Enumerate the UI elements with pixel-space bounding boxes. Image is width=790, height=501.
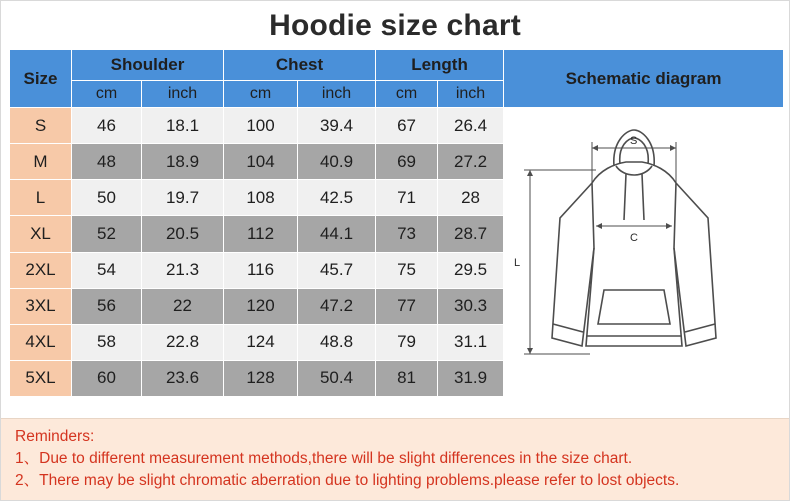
size-chart-container bbox=[9, 49, 781, 397]
cell-size: XL bbox=[10, 216, 72, 252]
reminders-section bbox=[1, 418, 789, 500]
cell-chest-cm: 120 bbox=[224, 288, 298, 324]
reminder-line-1: 1、Due to different measurement methods,there will be slight differences in the size chart. bbox=[15, 450, 633, 467]
schematic-diagram-inner bbox=[504, 108, 783, 396]
cell-shoulder-cm: 56 bbox=[72, 288, 142, 324]
cell-length-inch: 30.3 bbox=[438, 288, 504, 324]
reminder-line-2: 2、There may be slight chromatic aberration due to lighting problems.please refer to lost objects. bbox=[15, 472, 680, 489]
diagram-label-chest: C bbox=[630, 232, 638, 244]
cell-length-inch: 31.1 bbox=[438, 324, 504, 360]
diagram-label-shoulder: S bbox=[630, 135, 638, 147]
page-title: Hoodie size chart bbox=[269, 9, 521, 42]
cell-length-cm: 79 bbox=[376, 324, 438, 360]
cell-shoulder-inch: 22.8 bbox=[142, 324, 224, 360]
cell-size: 5XL bbox=[10, 360, 72, 396]
cell-shoulder-cm: 50 bbox=[72, 180, 142, 216]
cell-shoulder-cm: 46 bbox=[72, 108, 142, 144]
table-row bbox=[10, 108, 784, 144]
cell-length-cm: 71 bbox=[376, 180, 438, 216]
table-header-row-primary bbox=[10, 50, 784, 81]
cell-length-cm: 77 bbox=[376, 288, 438, 324]
header-shoulder: Shoulder bbox=[72, 50, 224, 81]
header-size: Size bbox=[10, 50, 72, 108]
size-chart-table bbox=[9, 49, 784, 397]
header-length-inch: inch bbox=[438, 81, 504, 108]
header-shoulder-inch: inch bbox=[142, 81, 224, 108]
cell-size: M bbox=[10, 144, 72, 180]
cell-shoulder-inch: 22 bbox=[142, 288, 224, 324]
header-chest-cm: cm bbox=[224, 81, 298, 108]
cell-chest-cm: 112 bbox=[224, 216, 298, 252]
cell-shoulder-cm: 52 bbox=[72, 216, 142, 252]
cell-length-cm: 75 bbox=[376, 252, 438, 288]
hoodie-diagram-svg bbox=[504, 108, 782, 396]
header-chest-inch: inch bbox=[298, 81, 376, 108]
cell-shoulder-cm: 54 bbox=[72, 252, 142, 288]
cell-chest-inch: 50.4 bbox=[298, 360, 376, 396]
cell-size: 3XL bbox=[10, 288, 72, 324]
cell-chest-inch: 47.2 bbox=[298, 288, 376, 324]
cell-shoulder-inch: 18.9 bbox=[142, 144, 224, 180]
cell-shoulder-cm: 48 bbox=[72, 144, 142, 180]
cell-length-inch: 27.2 bbox=[438, 144, 504, 180]
cell-length-cm: 81 bbox=[376, 360, 438, 396]
cell-length-inch: 29.5 bbox=[438, 252, 504, 288]
cell-size: L bbox=[10, 180, 72, 216]
cell-chest-cm: 108 bbox=[224, 180, 298, 216]
cell-chest-cm: 116 bbox=[224, 252, 298, 288]
cell-shoulder-inch: 23.6 bbox=[142, 360, 224, 396]
cell-shoulder-inch: 19.7 bbox=[142, 180, 224, 216]
header-length-cm: cm bbox=[376, 81, 438, 108]
cell-chest-cm: 100 bbox=[224, 108, 298, 144]
cell-size: 2XL bbox=[10, 252, 72, 288]
cell-length-inch: 28 bbox=[438, 180, 504, 216]
cell-chest-inch: 44.1 bbox=[298, 216, 376, 252]
reminders-heading: Reminders: bbox=[15, 428, 95, 445]
cell-length-cm: 69 bbox=[376, 144, 438, 180]
header-length: Length bbox=[376, 50, 504, 81]
cell-length-inch: 28.7 bbox=[438, 216, 504, 252]
cell-shoulder-inch: 20.5 bbox=[142, 216, 224, 252]
cell-chest-cm: 128 bbox=[224, 360, 298, 396]
header-shoulder-cm: cm bbox=[72, 81, 142, 108]
cell-shoulder-cm: 60 bbox=[72, 360, 142, 396]
cell-shoulder-cm: 58 bbox=[72, 324, 142, 360]
cell-shoulder-inch: 18.1 bbox=[142, 108, 224, 144]
cell-chest-inch: 40.9 bbox=[298, 144, 376, 180]
schematic-diagram-cell bbox=[504, 108, 784, 397]
cell-length-inch: 31.9 bbox=[438, 360, 504, 396]
diagram-label-length: L bbox=[514, 257, 521, 269]
cell-chest-inch: 45.7 bbox=[298, 252, 376, 288]
cell-chest-cm: 124 bbox=[224, 324, 298, 360]
cell-chest-cm: 104 bbox=[224, 144, 298, 180]
cell-length-cm: 67 bbox=[376, 108, 438, 144]
header-chest: Chest bbox=[224, 50, 376, 81]
cell-size: 4XL bbox=[10, 324, 72, 360]
cell-length-inch: 26.4 bbox=[438, 108, 504, 144]
cell-length-cm: 73 bbox=[376, 216, 438, 252]
header-schematic-diagram: Schematic diagram bbox=[504, 50, 784, 108]
cell-chest-inch: 42.5 bbox=[298, 180, 376, 216]
cell-chest-inch: 39.4 bbox=[298, 108, 376, 144]
cell-chest-inch: 48.8 bbox=[298, 324, 376, 360]
cell-shoulder-inch: 21.3 bbox=[142, 252, 224, 288]
cell-size: S bbox=[10, 108, 72, 144]
